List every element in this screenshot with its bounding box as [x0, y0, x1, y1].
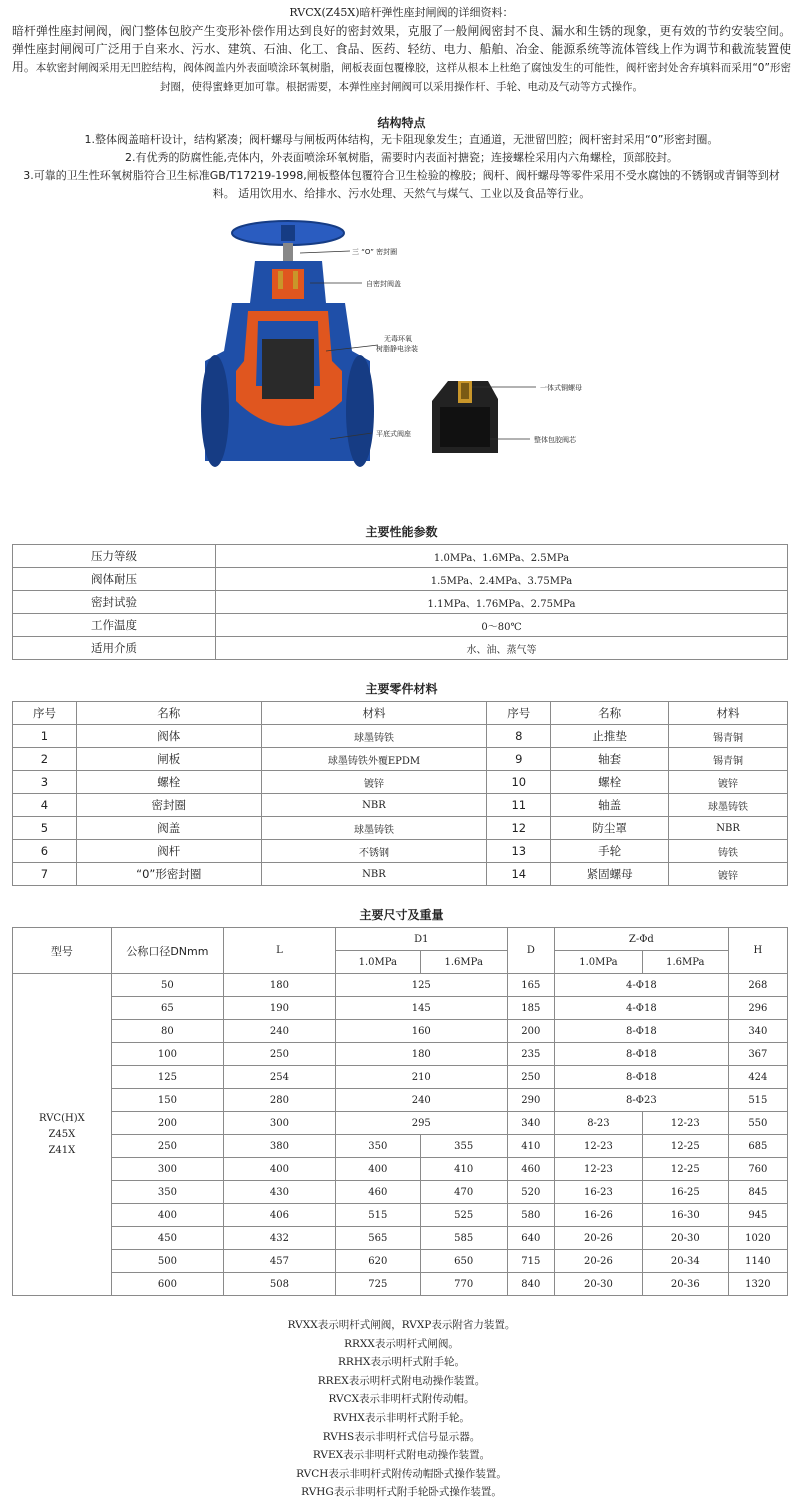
- d1a-cell: 515: [335, 1204, 420, 1227]
- performance-label: 阀体耐压: [13, 568, 216, 591]
- model-line: Z45X: [48, 1128, 76, 1140]
- d1a-cell: 350: [335, 1135, 420, 1158]
- z1-cell: 16-23: [555, 1181, 643, 1204]
- dimensions-row: [13, 1273, 788, 1296]
- label-seat: 平底式阀座: [376, 430, 411, 438]
- dimensions-row: [13, 1066, 788, 1089]
- materials-row: [13, 794, 788, 817]
- materials-cell: 1: [13, 725, 77, 748]
- header-d1-p1: 1.0MPa: [335, 951, 420, 974]
- materials-cell: 9: [487, 748, 551, 771]
- note-line: RVHS表示非明杆式信号显示器。: [322, 1430, 481, 1443]
- materials-table: [12, 701, 788, 886]
- materials-row: [13, 748, 788, 771]
- feature-item: 2.有优秀的防腐性能,壳体内，外表面喷涂环氧树脂，需要时内表面衬搪瓷；连接螺栓采用内六角螺栓，顶部胶封。: [125, 151, 678, 164]
- dimensions-title: 主要尺寸及重量: [359, 908, 444, 922]
- h-cell: 1140: [728, 1250, 787, 1273]
- performance-value: 水、油、蒸气等: [216, 637, 788, 660]
- h-cell: 760: [728, 1158, 787, 1181]
- h-cell: 845: [728, 1181, 787, 1204]
- materials-header: 材料: [261, 702, 487, 725]
- d1b-cell: 470: [420, 1181, 507, 1204]
- h-cell: 1320: [728, 1273, 787, 1296]
- h-cell: 1020: [728, 1227, 787, 1250]
- materials-cell: 轴盖: [551, 794, 669, 817]
- l-cell: 280: [224, 1089, 336, 1112]
- l-cell: 250: [224, 1043, 336, 1066]
- d-cell: 185: [507, 997, 554, 1020]
- note-line: RRHX表示明杆式附手轮。: [338, 1356, 465, 1369]
- h-cell: 685: [728, 1135, 787, 1158]
- l-cell: 240: [224, 1020, 336, 1043]
- h-cell: 515: [728, 1089, 787, 1112]
- d-cell: 715: [507, 1250, 554, 1273]
- dimensions-table: [12, 927, 788, 1296]
- dn-cell: 150: [111, 1089, 223, 1112]
- d1-cell: 210: [335, 1066, 507, 1089]
- l-cell: 180: [224, 974, 336, 997]
- z-cell: 8-Φ18: [555, 1066, 729, 1089]
- dimensions-row: [13, 997, 788, 1020]
- dn-cell: 500: [111, 1250, 223, 1273]
- dn-cell: 350: [111, 1181, 223, 1204]
- performance-row: [13, 545, 788, 568]
- z1-cell: 12-23: [555, 1158, 643, 1181]
- materials-row: [13, 840, 788, 863]
- note-line: RRXX表示明杆式闸阀。: [344, 1337, 459, 1350]
- note-line: RVCH表示非明杆式附传动帽卧式操作装置。: [296, 1467, 507, 1480]
- dimensions-row: [13, 1112, 788, 1135]
- d-cell: 640: [507, 1227, 554, 1250]
- z2-cell: 20-30: [642, 1227, 728, 1250]
- performance-label: 工作温度: [13, 614, 216, 637]
- materials-cell: 球墨铸铁: [261, 817, 487, 840]
- l-cell: 508: [224, 1273, 336, 1296]
- h-cell: 550: [728, 1112, 787, 1135]
- materials-cell: 阀盖: [76, 817, 261, 840]
- d-cell: 165: [507, 974, 554, 997]
- materials-cell: 铸铁: [669, 840, 788, 863]
- dimensions-row: [13, 1158, 788, 1181]
- materials-cell: 6: [13, 840, 77, 863]
- materials-header: 名称: [551, 702, 669, 725]
- performance-value: 1.1MPa、1.76MPa、2.75MPa: [216, 591, 788, 614]
- materials-cell: 镀锌: [669, 863, 788, 886]
- materials-cell: 止推垫: [551, 725, 669, 748]
- dn-cell: 250: [111, 1135, 223, 1158]
- d-cell: 460: [507, 1158, 554, 1181]
- handwheel-icon: [232, 221, 344, 245]
- performance-row: [13, 637, 788, 660]
- features-title: 结构特点: [377, 116, 426, 130]
- materials-cell: 球墨铸铁: [669, 794, 788, 817]
- z1-cell: 8-23: [555, 1112, 643, 1135]
- materials-row: [13, 817, 788, 840]
- note-line: RVXX表示明杆式闸阀，RVXP表示附省力装置。: [287, 1319, 516, 1331]
- d-cell: 840: [507, 1273, 554, 1296]
- materials-header: 材料: [669, 702, 788, 725]
- materials-cell: 不锈钢: [261, 840, 487, 863]
- dn-cell: 400: [111, 1204, 223, 1227]
- z-cell: 8-Φ18: [555, 1043, 729, 1066]
- materials-cell: 3: [13, 771, 77, 794]
- materials-cell: 7: [13, 863, 77, 886]
- materials-cell: NBR: [261, 794, 487, 817]
- header-z: Z-Φd: [555, 928, 729, 951]
- d1b-cell: 355: [420, 1135, 507, 1158]
- dimensions-row: [13, 1250, 788, 1273]
- materials-cell: 11: [487, 794, 551, 817]
- z1-cell: 16-26: [555, 1204, 643, 1227]
- intro-text-a: 暗杆弹性座封闸阀，阀门整体包胶产生变形补偿作用达到良好的密封效果，克服了一般闸阀密封不良、漏水和生锈的现象，更有效的节约安装空间。 弹性座封闸阀可广泛用于自来水、污水、建筑、石油、化工、食品、医药、轻纺、电力、船舶、冶金、能源系统等流体管线上作为调节和截流装置使用。: [12, 24, 791, 74]
- dimensions-row: [13, 1227, 788, 1250]
- valve-illustration: [0, 211, 803, 501]
- d1-cell: 160: [335, 1020, 507, 1043]
- wedge-detail-icon: [432, 381, 498, 453]
- intro-paragraph: [0, 22, 803, 96]
- dn-cell: 100: [111, 1043, 223, 1066]
- performance-value: 1.5MPa、2.4MPa、3.75MPa: [216, 568, 788, 591]
- dn-cell: 300: [111, 1158, 223, 1181]
- z2-cell: 16-25: [642, 1181, 728, 1204]
- dn-cell: 50: [111, 974, 223, 997]
- performance-row: [13, 568, 788, 591]
- z1-cell: 20-30: [555, 1273, 643, 1296]
- l-cell: 406: [224, 1204, 336, 1227]
- l-cell: 430: [224, 1181, 336, 1204]
- performance-label: 压力等级: [13, 545, 216, 568]
- model-line: Z41X: [48, 1144, 76, 1156]
- materials-cell: 轴套: [551, 748, 669, 771]
- performance-label: 适用介质: [13, 637, 216, 660]
- note-line: RREX表示明杆式附电动操作装置。: [317, 1374, 486, 1387]
- z2-cell: 16-30: [642, 1204, 728, 1227]
- dimensions-row: [13, 1089, 788, 1112]
- features-list: [0, 131, 803, 203]
- page-title: RVCX(Z45X)暗杆弹性座封闸阀的详细资料：: [289, 6, 514, 19]
- label-coating: 无毒环氧: [384, 335, 412, 343]
- materials-cell: 12: [487, 817, 551, 840]
- d1a-cell: 565: [335, 1227, 420, 1250]
- l-cell: 380: [224, 1135, 336, 1158]
- l-cell: 190: [224, 997, 336, 1020]
- z1-cell: 20-26: [555, 1250, 643, 1273]
- materials-cell: 防尘罩: [551, 817, 669, 840]
- dimensions-row: [13, 1181, 788, 1204]
- d1-cell: 145: [335, 997, 507, 1020]
- materials-cell: 密封圈: [76, 794, 261, 817]
- label-coating2: 树脂静电涂装: [376, 345, 418, 353]
- h-cell: 340: [728, 1020, 787, 1043]
- d1-cell: 240: [335, 1089, 507, 1112]
- d-cell: 340: [507, 1112, 554, 1135]
- materials-cell: 球墨铸铁: [261, 725, 487, 748]
- d-cell: 250: [507, 1066, 554, 1089]
- materials-cell: 13: [487, 840, 551, 863]
- z-cell: 4-Φ18: [555, 974, 729, 997]
- note-line: RVEX表示非明杆式附电动操作装置。: [312, 1449, 491, 1462]
- feature-item: 3.可靠的卫生性环氧树脂符合卫生标准GB/T17219-1998,闸板整体包覆符合卫生检验的橡胶；阀杆、阀杆螺母等零件采用不受水腐蚀的不锈钢或青铜等到材料。 适用饮用水、给排水、污水处理、天然气与煤气、工业以及食品等行业。: [23, 169, 780, 200]
- performance-title: 主要性能参数: [365, 525, 438, 539]
- header-l: L: [224, 928, 336, 974]
- feature-item: 1.整体阀盖暗杆设计，结构紧凑；阀杆螺母与闸板两体结构，无卡阻现象发生；直通道，无泄留凹腔；阀杆密封采用“0”形密封圈。: [84, 133, 719, 146]
- h-cell: 367: [728, 1043, 787, 1066]
- label-o-ring: 三 “O” 密封圈: [352, 248, 398, 256]
- dn-cell: 80: [111, 1020, 223, 1043]
- d1b-cell: 585: [420, 1227, 507, 1250]
- d1-cell: 180: [335, 1043, 507, 1066]
- note-line: RVHX表示非明杆式附手轮。: [333, 1411, 470, 1424]
- label-bonnet: 自密封阀盖: [366, 280, 401, 288]
- materials-cell: 闸板: [76, 748, 261, 771]
- materials-cell: 阀体: [76, 725, 261, 748]
- dn-cell: 450: [111, 1227, 223, 1250]
- materials-cell: 锡青铜: [669, 748, 788, 771]
- materials-cell: 螺栓: [551, 771, 669, 794]
- d-cell: 200: [507, 1020, 554, 1043]
- materials-cell: 10: [487, 771, 551, 794]
- performance-value: 1.0MPa、1.6MPa、2.5MPa: [216, 545, 788, 568]
- materials-title: 主要零件材料: [365, 682, 438, 696]
- d1-cell: 295: [335, 1112, 507, 1135]
- d1b-cell: 770: [420, 1273, 507, 1296]
- label-wedge: 整体包胶阀芯: [534, 436, 576, 444]
- z-cell: 8-Φ23: [555, 1089, 729, 1112]
- l-cell: 300: [224, 1112, 336, 1135]
- materials-cell: 8: [487, 725, 551, 748]
- z-cell: 4-Φ18: [555, 997, 729, 1020]
- dn-cell: 125: [111, 1066, 223, 1089]
- l-cell: 400: [224, 1158, 336, 1181]
- materials-cell: 4: [13, 794, 77, 817]
- h-cell: 296: [728, 997, 787, 1020]
- header-d: D: [507, 928, 554, 974]
- note-line: RVHG表示非明杆式附手轮卧式操作装置。: [301, 1486, 502, 1499]
- dn-cell: 600: [111, 1273, 223, 1296]
- note-line: RVCX表示非明杆式附传动帽。: [328, 1393, 475, 1406]
- d1b-cell: 525: [420, 1204, 507, 1227]
- l-cell: 254: [224, 1066, 336, 1089]
- header-z-p1: 1.0MPa: [555, 951, 643, 974]
- materials-cell: 球墨铸铁外覆EPDM: [261, 748, 487, 771]
- materials-row: [13, 863, 788, 886]
- materials-header: 名称: [76, 702, 261, 725]
- model-cell: [13, 974, 112, 1296]
- model-notes: [0, 1316, 803, 1502]
- d1b-cell: 410: [420, 1158, 507, 1181]
- header-dn: 公称口径DNmm: [111, 928, 223, 974]
- valve-diagram: [0, 211, 803, 501]
- d1a-cell: 460: [335, 1181, 420, 1204]
- d-cell: 580: [507, 1204, 554, 1227]
- l-cell: 457: [224, 1250, 336, 1273]
- d-cell: 290: [507, 1089, 554, 1112]
- h-cell: 424: [728, 1066, 787, 1089]
- d1a-cell: 620: [335, 1250, 420, 1273]
- dimensions-row: [13, 1020, 788, 1043]
- l-cell: 432: [224, 1227, 336, 1250]
- d1a-cell: 400: [335, 1158, 420, 1181]
- d-cell: 235: [507, 1043, 554, 1066]
- materials-cell: 镀锌: [669, 771, 788, 794]
- performance-value: 0～80℃: [216, 614, 788, 637]
- performance-table: [12, 544, 788, 660]
- materials-cell: 紧固螺母: [551, 863, 669, 886]
- materials-cell: 阀杆: [76, 840, 261, 863]
- d-cell: 520: [507, 1181, 554, 1204]
- materials-cell: 锡青铜: [669, 725, 788, 748]
- z1-cell: 20-26: [555, 1227, 643, 1250]
- materials-row: [13, 771, 788, 794]
- performance-row: [13, 591, 788, 614]
- d1-cell: 125: [335, 974, 507, 997]
- materials-cell: NBR: [261, 863, 487, 886]
- d1b-cell: 650: [420, 1250, 507, 1273]
- d-cell: 410: [507, 1135, 554, 1158]
- z-cell: 8-Φ18: [555, 1020, 729, 1043]
- label-nut: 一体式铜螺母: [540, 384, 582, 392]
- dimensions-row: [13, 974, 788, 997]
- dn-cell: 65: [111, 997, 223, 1020]
- d1a-cell: 725: [335, 1273, 420, 1296]
- header-d1: D1: [335, 928, 507, 951]
- header-z-p2: 1.6MPa: [642, 951, 728, 974]
- z2-cell: 12-25: [642, 1135, 728, 1158]
- performance-label: 密封试验: [13, 591, 216, 614]
- header-d1-p2: 1.6MPa: [420, 951, 507, 974]
- materials-cell: 2: [13, 748, 77, 771]
- materials-cell: “0”形密封圈: [76, 863, 261, 886]
- z2-cell: 12-23: [642, 1112, 728, 1135]
- dimensions-row: [13, 1043, 788, 1066]
- h-cell: 268: [728, 974, 787, 997]
- z2-cell: 12-25: [642, 1158, 728, 1181]
- materials-cell: 镀锌: [261, 771, 487, 794]
- performance-row: [13, 614, 788, 637]
- materials-cell: NBR: [669, 817, 788, 840]
- z2-cell: 20-34: [642, 1250, 728, 1273]
- dn-cell: 200: [111, 1112, 223, 1135]
- materials-cell: 5: [13, 817, 77, 840]
- materials-row: [13, 725, 788, 748]
- dimensions-row: [13, 1204, 788, 1227]
- h-cell: 945: [728, 1204, 787, 1227]
- materials-header: 序号: [487, 702, 551, 725]
- valve-body-icon: [201, 303, 374, 467]
- z1-cell: 12-23: [555, 1135, 643, 1158]
- materials-cell: 14: [487, 863, 551, 886]
- model-line: RVC(H)X: [39, 1112, 85, 1124]
- materials-header: 序号: [13, 702, 77, 725]
- z2-cell: 20-36: [642, 1273, 728, 1296]
- materials-cell: 手轮: [551, 840, 669, 863]
- intro-text-b: 本软密封闸阀采用无凹腔结构，阀体阀盖内外表面喷涂环氧树脂，闸板表面包覆橡胶，这样从根本上杜绝了腐蚀发生的可能性，阀杆密封处舍弃填料而采用“0”形密封圈，使得蜜蜂更加可靠。根据需要，本弹性座封闸阀可以采用操作杆、手轮、电动及气动等方式操作。: [35, 62, 791, 93]
- dimensions-row: [13, 1135, 788, 1158]
- header-model: 型号: [13, 928, 112, 974]
- header-h: H: [728, 928, 787, 974]
- materials-cell: 螺栓: [76, 771, 261, 794]
